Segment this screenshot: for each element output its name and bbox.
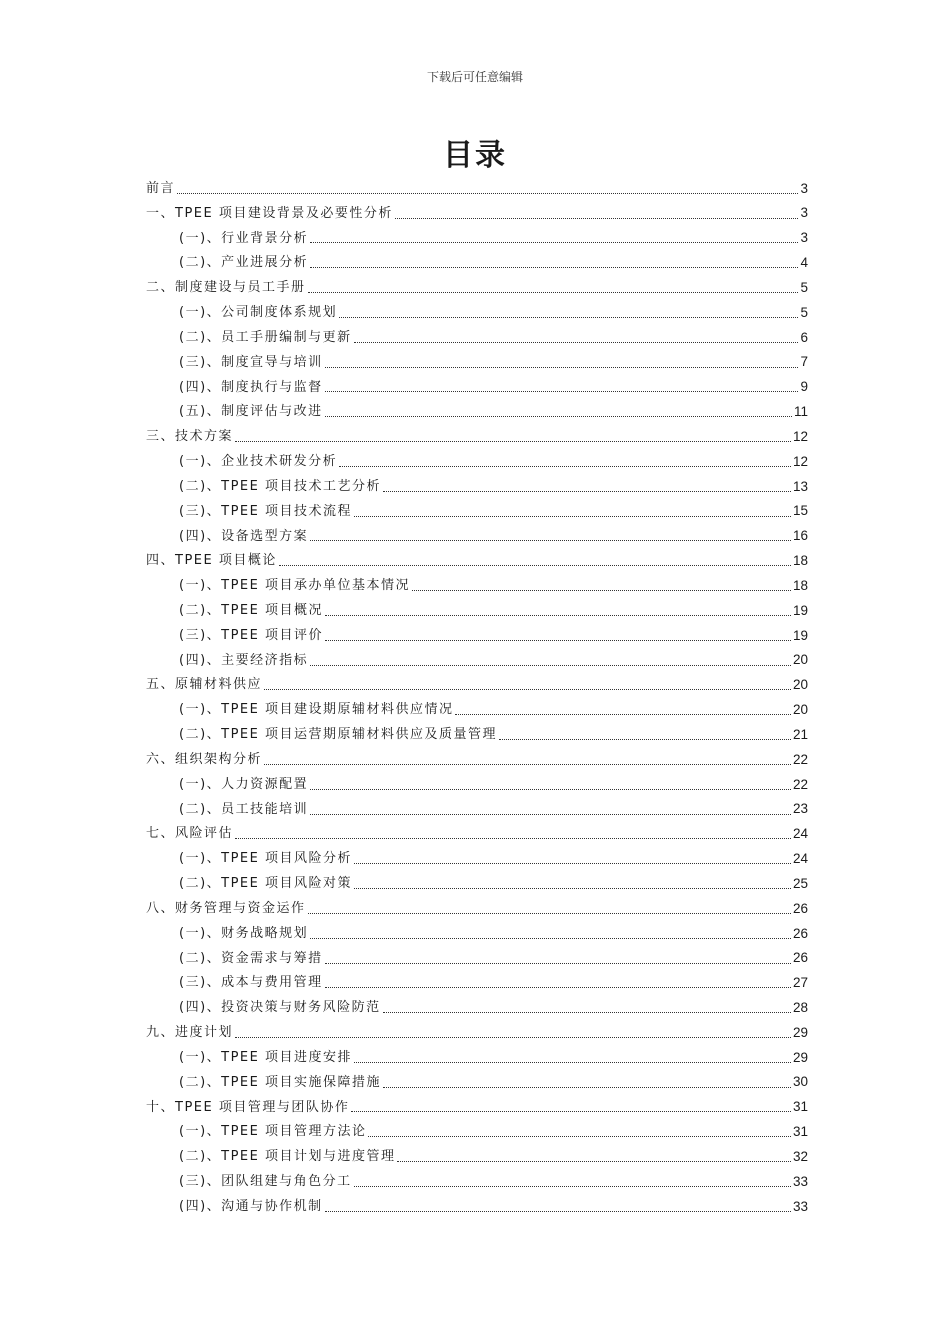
toc-dot-leader (354, 888, 791, 889)
toc-page-number: 15 (792, 503, 808, 519)
toc-entry-text: 八、财务管理与资金运作 (146, 900, 306, 916)
toc-page-number: 18 (792, 553, 808, 569)
toc-page-number: 12 (792, 428, 808, 444)
toc-entry-text: (五)、制度评估与改进 (179, 404, 323, 420)
toc-section-entry[interactable] (146, 871, 808, 896)
toc-section-entry[interactable] (146, 399, 808, 424)
toc-entry-text: (二)、TPEE 项目实施保障措施 (179, 1074, 381, 1090)
toc-dot-leader (455, 714, 790, 715)
toc-dot-leader (325, 367, 799, 368)
toc-dot-leader (310, 242, 798, 243)
toc-section-entry[interactable] (146, 499, 808, 524)
toc-dot-leader (339, 317, 798, 318)
toc-section-entry[interactable] (146, 250, 808, 275)
toc-section-entry[interactable] (146, 325, 808, 350)
toc-section-entry[interactable] (146, 573, 808, 598)
toc-entry-text: 十、TPEE 项目管理与团队协作 (146, 1099, 350, 1115)
toc-page-number: 9 (800, 379, 808, 395)
toc-page-number: 22 (792, 751, 808, 767)
toc-dot-leader (325, 615, 791, 616)
toc-page-number: 32 (792, 1148, 808, 1164)
toc-entry-text: (四)、设备选型方案 (179, 528, 309, 544)
toc-page-number: 18 (792, 577, 808, 593)
toc-dot-leader (264, 689, 791, 690)
toc-entry-text: (一)、TPEE 项目承办单位基本情况 (179, 578, 410, 594)
toc-section-entry[interactable] (146, 474, 808, 499)
toc-page-number: 3 (800, 205, 808, 221)
toc-entry-text: (二)、TPEE 项目技术工艺分析 (179, 478, 381, 494)
toc-section-entry[interactable] (146, 846, 808, 871)
toc-page-number: 30 (792, 1074, 808, 1090)
toc-page-number: 27 (792, 975, 808, 991)
toc-entry-text: (一)、TPEE 项目建设期原辅材料供应情况 (179, 702, 454, 718)
toc-page-number: 12 (792, 453, 808, 469)
toc-page-number: 26 (792, 900, 808, 916)
toc-chapter-entry[interactable] (146, 1095, 808, 1120)
toc-page-number: 3 (800, 230, 808, 246)
toc-section-entry[interactable] (146, 1119, 808, 1144)
toc-dot-leader (383, 491, 791, 492)
toc-section-entry[interactable] (146, 300, 808, 325)
toc-entry-text: (一)、人力资源配置 (179, 776, 309, 792)
toc-section-entry[interactable] (146, 623, 808, 648)
toc-section-entry[interactable] (146, 697, 808, 722)
toc-dot-leader (310, 665, 791, 666)
toc-entry-text: (二)、TPEE 项目运营期原辅材料供应及质量管理 (179, 727, 497, 743)
toc-chapter-entry[interactable] (146, 201, 808, 226)
toc-section-entry[interactable] (146, 226, 808, 251)
toc-section-entry[interactable] (146, 648, 808, 673)
toc-dot-leader (383, 1012, 791, 1013)
toc-entry-text: (二)、员工手册编制与更新 (179, 329, 352, 345)
toc-dot-leader (325, 391, 799, 392)
toc-dot-leader (308, 913, 791, 914)
toc-page-number: 31 (792, 1124, 808, 1140)
toc-entry-text: 五、原辅材料供应 (146, 677, 263, 693)
toc-section-entry[interactable] (146, 1169, 808, 1194)
toc-dot-leader (499, 739, 791, 740)
toc-dot-leader (412, 590, 791, 591)
toc-dot-leader (354, 342, 799, 343)
toc-section-entry[interactable] (146, 1070, 808, 1095)
toc-entry-text: (二)、产业进展分析 (179, 255, 309, 271)
toc-entry-text: 九、进度计划 (146, 1025, 234, 1041)
toc-entry-text: (二)、TPEE 项目计划与进度管理 (179, 1149, 396, 1165)
toc-chapter-entry[interactable] (146, 176, 808, 201)
toc-entry-text: (四)、主要经济指标 (179, 652, 309, 668)
toc-dot-leader (310, 789, 791, 790)
table-of-contents (146, 176, 808, 1219)
toc-page-number: 29 (792, 1049, 808, 1065)
toc-section-entry[interactable] (146, 995, 808, 1020)
toc-dot-leader (368, 1136, 790, 1137)
toc-page-number: 33 (792, 1198, 808, 1214)
toc-page-number: 22 (792, 776, 808, 792)
toc-page-number: 19 (792, 627, 808, 643)
toc-dot-leader (383, 1087, 791, 1088)
toc-entry-text: 四、TPEE 项目概论 (146, 553, 277, 569)
toc-page-number: 21 (792, 726, 808, 742)
toc-dot-leader (354, 1186, 791, 1187)
toc-chapter-entry[interactable] (146, 822, 808, 847)
toc-entry-text: 二、制度建设与员工手册 (146, 280, 306, 296)
toc-entry-text: (一)、企业技术研发分析 (179, 454, 338, 470)
toc-entry-text: (三)、制度宣导与培训 (179, 354, 323, 370)
toc-section-entry[interactable] (146, 598, 808, 623)
toc-dot-leader (354, 1062, 791, 1063)
toc-page-number: 33 (792, 1173, 808, 1189)
toc-dot-leader (235, 1037, 791, 1038)
toc-section-entry[interactable] (146, 1144, 808, 1169)
page-header-note: 下载后可任意编辑 (426, 70, 523, 84)
toc-entry-text: (二)、资金需求与筹措 (179, 950, 323, 966)
toc-page-number: 26 (792, 925, 808, 941)
toc-dot-leader (325, 640, 791, 641)
toc-dot-leader (310, 814, 791, 815)
toc-dot-leader (177, 193, 798, 194)
toc-chapter-entry[interactable] (146, 1020, 808, 1045)
toc-chapter-entry[interactable] (146, 275, 808, 300)
toc-page-number: 6 (800, 329, 808, 345)
toc-page-number: 3 (800, 180, 808, 196)
toc-section-entry[interactable] (146, 722, 808, 747)
toc-section-entry[interactable] (146, 449, 808, 474)
toc-page-number: 26 (792, 950, 808, 966)
toc-dot-leader (235, 441, 791, 442)
toc-dot-leader (339, 466, 791, 467)
toc-entry-text: (一)、TPEE 项目进度安排 (179, 1049, 352, 1065)
toc-dot-leader (308, 292, 799, 293)
toc-page-number: 16 (792, 528, 808, 544)
toc-entry-text: (四)、制度执行与监督 (179, 379, 323, 395)
toc-page-number: 20 (792, 652, 808, 668)
toc-entry-text: (二)、TPEE 项目概况 (179, 602, 323, 618)
toc-entry-text: (二)、TPEE 项目风险对策 (179, 876, 352, 892)
toc-entry-text: 六、组织架构分析 (146, 751, 263, 767)
toc-chapter-entry[interactable] (146, 747, 808, 772)
toc-dot-leader (264, 764, 791, 765)
toc-page-number: 25 (792, 875, 808, 891)
toc-dot-leader (310, 540, 791, 541)
toc-dot-leader (279, 565, 791, 566)
toc-section-entry[interactable] (146, 797, 808, 822)
toc-entry-text: 三、技术方案 (146, 429, 234, 445)
toc-section-entry[interactable] (146, 971, 808, 996)
toc-page-number: 4 (800, 255, 808, 271)
toc-page-number: 29 (792, 1024, 808, 1040)
toc-entry-text: (一)、TPEE 项目管理方法论 (179, 1124, 367, 1140)
toc-title: 目录 (443, 138, 507, 173)
toc-entry-text: 一、TPEE 项目建设背景及必要性分析 (146, 205, 393, 221)
toc-entry-text: (一)、公司制度体系规划 (179, 305, 338, 321)
toc-dot-leader (325, 1211, 791, 1212)
toc-section-entry[interactable] (146, 1194, 808, 1219)
toc-page-number: 5 (800, 304, 808, 320)
toc-page-number: 24 (792, 826, 808, 842)
toc-page-number: 20 (792, 677, 808, 693)
toc-page-number: 28 (792, 999, 808, 1015)
toc-page-number: 20 (792, 702, 808, 718)
toc-page-number: 23 (792, 801, 808, 817)
toc-entry-text: (二)、员工技能培训 (179, 801, 309, 817)
toc-chapter-entry[interactable] (146, 548, 808, 573)
toc-dot-leader (310, 267, 798, 268)
toc-page-number: 13 (792, 478, 808, 494)
toc-page-number: 19 (792, 602, 808, 618)
toc-dot-leader (235, 838, 791, 839)
toc-entry-text: (三)、TPEE 项目技术流程 (179, 503, 352, 519)
toc-section-entry[interactable] (146, 350, 808, 375)
toc-section-entry[interactable] (146, 375, 808, 400)
toc-section-entry[interactable] (146, 524, 808, 549)
toc-dot-leader (354, 863, 791, 864)
toc-entry-text: 前言 (146, 180, 176, 196)
toc-page-number: 31 (792, 1099, 808, 1115)
toc-dot-leader (397, 1161, 790, 1162)
toc-entry-text: (四)、投资决策与财务风险防范 (179, 1000, 381, 1016)
toc-entry-text: (一)、行业背景分析 (179, 230, 309, 246)
toc-entry-text: (一)、TPEE 项目风险分析 (179, 851, 352, 867)
toc-dot-leader (310, 938, 791, 939)
toc-page-number: 5 (800, 279, 808, 295)
toc-entry-text: (三)、TPEE 项目评价 (179, 627, 323, 643)
toc-chapter-entry[interactable] (146, 424, 808, 449)
toc-dot-leader (395, 218, 799, 219)
toc-entry-text: (三)、成本与费用管理 (179, 975, 323, 991)
toc-section-entry[interactable] (146, 772, 808, 797)
toc-entry-text: (一)、财务战略规划 (179, 925, 309, 941)
toc-page-number: 11 (793, 404, 808, 420)
toc-dot-leader (354, 516, 791, 517)
toc-entry-text: (四)、沟通与协作机制 (179, 1198, 323, 1214)
toc-entry-text: 七、风险评估 (146, 826, 234, 842)
toc-section-entry[interactable] (146, 921, 808, 946)
toc-page-number: 24 (792, 851, 808, 867)
toc-entry-text: (三)、团队组建与角色分工 (179, 1174, 352, 1190)
toc-section-entry[interactable] (146, 1045, 808, 1070)
toc-dot-leader (351, 1111, 791, 1112)
toc-chapter-entry[interactable] (146, 896, 808, 921)
toc-dot-leader (325, 963, 791, 964)
toc-dot-leader (325, 987, 791, 988)
toc-page-number: 7 (800, 354, 808, 370)
toc-chapter-entry[interactable] (146, 673, 808, 698)
toc-section-entry[interactable] (146, 946, 808, 971)
toc-dot-leader (325, 416, 792, 417)
